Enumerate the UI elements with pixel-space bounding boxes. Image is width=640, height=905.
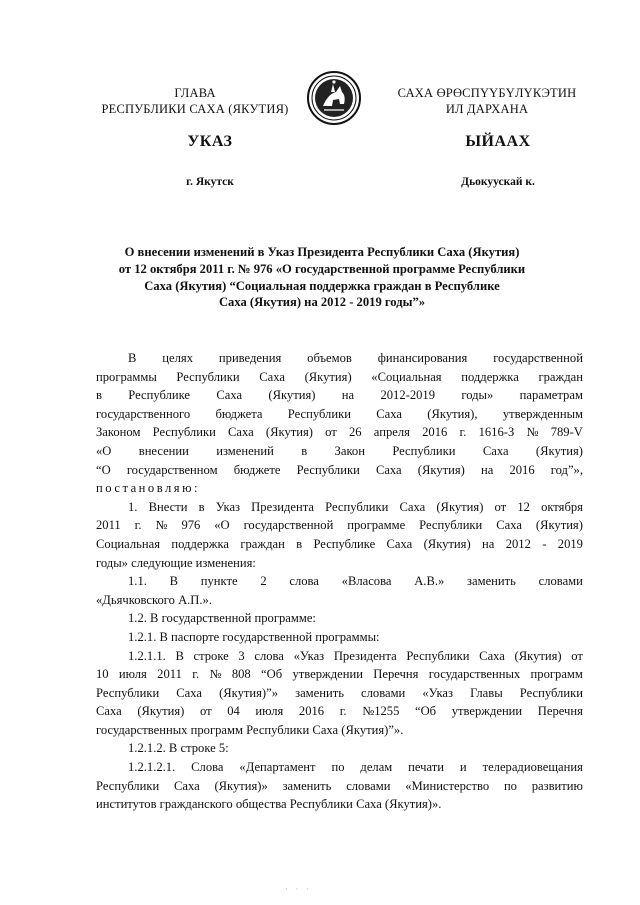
body-line: 10 июля 2011 г. № 808 “Об утверждении Перечня государственных программ	[96, 667, 583, 682]
issuer-right	[372, 85, 602, 117]
body-line: годы» следующие изменения:	[96, 555, 256, 570]
body-line: постановляю:	[96, 481, 200, 496]
body-line: «О внесении изменений в Закон Республики Саха (Якутия)	[96, 443, 583, 458]
subject-line: от 12 октября 2011 г. № 976 «О государственной программе Республики	[118, 261, 526, 276]
body-line: государственного бюджета Республики Саха (Якутия), утвержденным	[96, 406, 583, 421]
body-line: 1.2.1.2.1. Слова «Департамент по делам печати и телерадиовещания	[128, 760, 583, 775]
decree-title-ru: УКАЗ	[187, 133, 233, 150]
subject-line: Саха (Якутия) “Социальная поддержка граждан в Республике	[144, 278, 500, 293]
decree-body	[96, 349, 583, 814]
page-mark: · · ·	[285, 885, 312, 894]
body-line: Республики Саха (Якутия)”» заменить словами «Указ Главы Республики	[96, 685, 583, 700]
body-line: программы Республики Саха (Якутия) «Социальная поддержка граждан	[96, 369, 583, 384]
body-line: “О государственном бюджете Республики Саха (Якутия) на 2016 год”»,	[96, 462, 583, 477]
issuer-left-line: РЕСПУБЛИКИ САХА (ЯКУТИЯ)	[101, 102, 289, 116]
body-line: 1.2.1.1. В строке 3 слова «Указ Президента Республики Саха (Якутия) от	[128, 648, 583, 663]
body-line: 1.2. В государственной программе:	[128, 611, 316, 626]
place-sakha: Дьокуускай к.	[461, 176, 535, 188]
body-line: Саха (Якутия) от 04 июля 2016 г. №1255 “Об утверждении Перечня	[96, 704, 583, 719]
body-line: 1.1. В пункте 2 слова «Власова А.В.» заменить словами	[128, 574, 583, 589]
subject-line: Саха (Якутия) на 2012 - 2019 годы”»	[218, 295, 426, 310]
issuer-left	[95, 85, 295, 117]
issuer-right-line: САХА ӨРӨСПҮҮБҮЛҮКЭТИН	[397, 86, 577, 100]
subject-line: О внесении изменений в Указ Президента Республики Саха (Якутия)	[124, 245, 520, 259]
body-line: 1. Внести в Указ Президента Республики Саха (Якутия) от 12 октября	[128, 499, 583, 514]
republic-emblem-icon	[306, 70, 362, 126]
body-line: 2011 г. № 976 «О государственной программе Республики Саха (Якутия)	[96, 518, 583, 533]
body-line: Социальная поддержка граждан в Республике Саха (Якутия) на 2012 - 2019	[96, 536, 583, 551]
body-line: 1.2.1.2. В строке 5:	[128, 741, 229, 756]
body-line: в Республике Саха (Якутия) на 2012-2019 годы» параметрам	[96, 388, 583, 403]
decree-title-sakha: ЫЙААХ	[465, 133, 531, 150]
body-line: 1.2.1. В паспорте государственной программы:	[128, 629, 380, 644]
body-line: В целях приведения объемов финансирования государственной	[128, 351, 583, 365]
body-line: государственных программ Республики Саха (Якутия)”».	[96, 722, 404, 737]
body-line: Законом Республики Саха (Якутия) от 26 апреля 2016 г. 1616-З № 789-V	[96, 425, 583, 440]
issuer-right-line: ИЛ ДАРХАНА	[445, 102, 529, 116]
body-line: институтов гражданского общества Республики Саха (Якутия)».	[96, 797, 442, 812]
body-line: Республики Саха (Якутия)» заменить словами «Министерство по развитию	[96, 778, 583, 793]
decree-subject	[96, 244, 548, 311]
body-line: «Дьячковского А.П.».	[96, 592, 212, 607]
place-ru: г. Якутск	[186, 176, 234, 188]
issuer-left-line: ГЛАВА	[174, 86, 216, 100]
